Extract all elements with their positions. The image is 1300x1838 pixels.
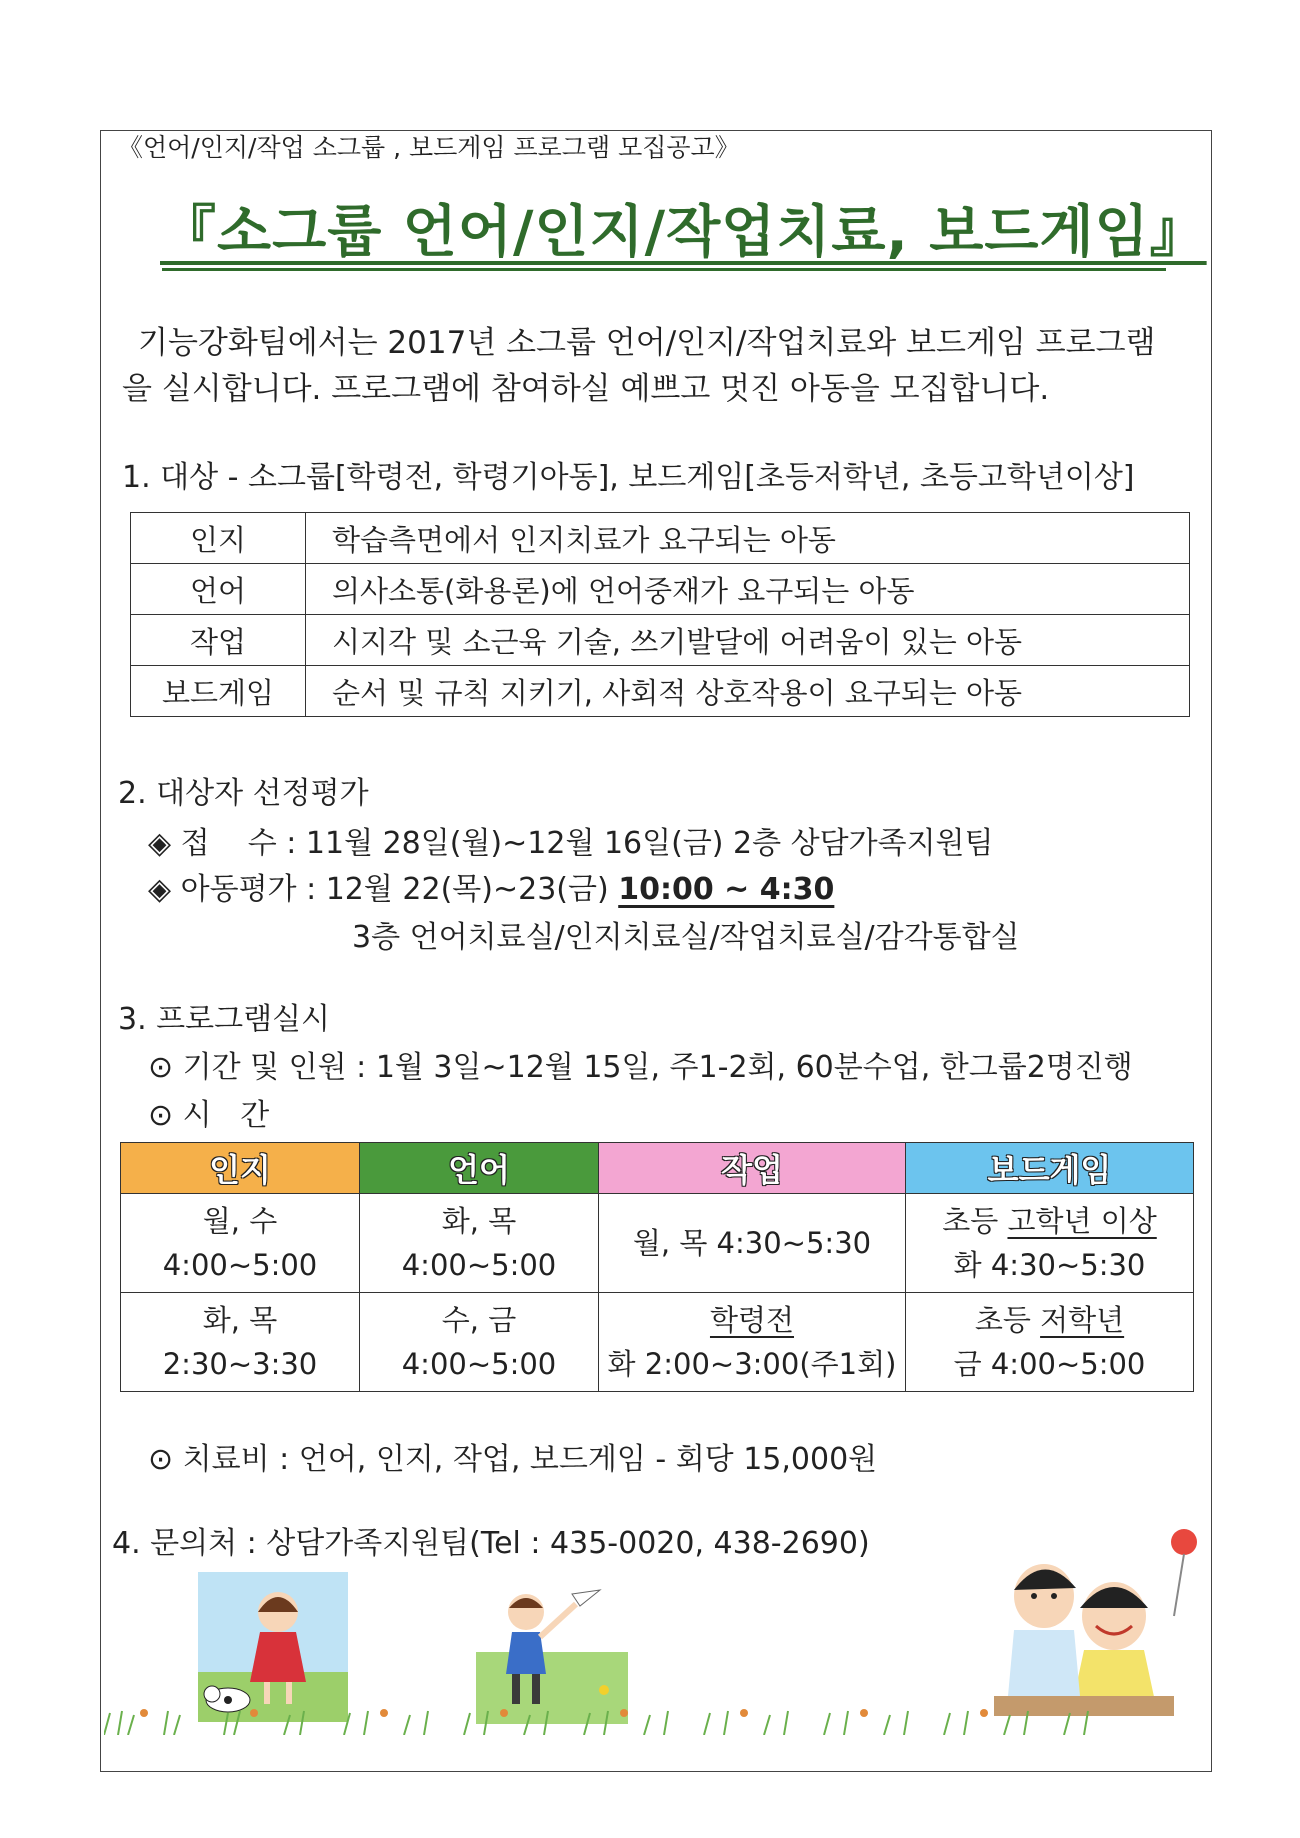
evaluation-line: [148, 864, 834, 908]
evaluation-date: 12월 22(목)~23(금): [325, 872, 609, 907]
target-desc: 순서 및 규칙 지키기, 사회적 상호작용이 요구되는 아동: [306, 666, 1190, 717]
cell-time: 2:30~3:30: [162, 1347, 318, 1381]
grade-level: 고학년 이상: [1007, 1204, 1157, 1238]
schedule-cell: [121, 1194, 360, 1293]
evaluation-place: 3층 언어치료실/인지치료실/작업치료실/감각통합실: [352, 920, 1020, 955]
intro-line-2: 을 실시합니다. 프로그램에 참여하실 예쁘고 멋진 아동을 모집합니다.: [122, 371, 1050, 407]
cell-time: 금 4:00~5:00: [953, 1347, 1146, 1381]
title-double-underline: [162, 268, 1166, 271]
notice-header: 《언어/인지/작업 소그룹 , 보드게임 프로그램 모집공고》: [118, 133, 740, 162]
intro-line-1: 기능강화팀에서는 2017년 소그룹 언어/인지/작업치료와 보드게임 프로그램: [138, 325, 1156, 361]
header-language: 언어: [360, 1143, 599, 1194]
schedule-cell: [360, 1293, 599, 1392]
target-desc: 시지각 및 소근육 기술, 쓰기발달에 어려움이 있는 아동: [306, 615, 1190, 666]
target-table: [130, 512, 1190, 717]
schedule-cell: [906, 1194, 1194, 1293]
time-label: ⊙ 시 간: [148, 1098, 270, 1133]
two-kids-illustration: [984, 1526, 1210, 1726]
cell-time: 4:00~5:00: [401, 1248, 557, 1282]
target-key: 보드게임: [131, 666, 306, 717]
table-row: [121, 1293, 1194, 1392]
page-title: 『소그룹 언어/인지/작업치료, 보드게임』: [160, 200, 1207, 265]
target-desc: 의사소통(화용론)에 언어중재가 요구되는 아동: [306, 564, 1190, 615]
contact-line: 4. 문의처 : 상담가족지원팀(Tel : 435-0020, 438-2690): [112, 1526, 870, 1561]
section3-heading: 3. 프로그램실시: [118, 1002, 331, 1037]
cell-days: 월, 수: [202, 1204, 278, 1238]
header-occupational: 작업: [599, 1143, 906, 1194]
cell-time: 4:00~5:00: [401, 1347, 557, 1381]
target-key: 작업: [131, 615, 306, 666]
schedule-header-row: [121, 1143, 1194, 1194]
evaluation-label: ◈ 아동평가 :: [148, 872, 317, 907]
cell-days: 수, 금: [441, 1303, 517, 1337]
schedule-cell: [121, 1293, 360, 1392]
cell-time: 화 4:30~5:30: [953, 1248, 1146, 1282]
reception-value: 11월 28일(월)~12월 16일(금) 2층 상담가족지원팀: [305, 826, 994, 861]
cell-days: 화, 목: [202, 1303, 278, 1337]
header-boardgame: 보드게임: [906, 1143, 1194, 1194]
section2-heading: 2. 대상자 선정평가: [118, 776, 369, 811]
table-row: [121, 1194, 1194, 1293]
table-row: [131, 513, 1190, 564]
cell-time: 4:00~5:00: [162, 1248, 318, 1282]
cell-time: 화 2:00~3:00(주1회): [607, 1347, 897, 1381]
reception-line: [148, 818, 994, 862]
evaluation-time: 10:00 ~ 4:30: [618, 872, 835, 907]
schedule-table: [120, 1142, 1194, 1392]
grade-prefix: 초등: [942, 1204, 1008, 1238]
cell-days: 화, 목: [441, 1204, 517, 1238]
cell-grade: 학령전: [709, 1303, 795, 1337]
target-key: 언어: [131, 564, 306, 615]
period-line: ⊙ 기간 및 인원 : 1월 3일~12월 15일, 주1-2회, 60분수업, 한그룹2명진행: [148, 1050, 1133, 1085]
target-desc: 학습측면에서 인지치료가 요구되는 아동: [306, 513, 1190, 564]
reception-label: ◈ 접 수 :: [148, 826, 297, 861]
grass-border-decoration: [104, 1705, 1104, 1735]
fee-line: ⊙ 치료비 : 언어, 인지, 작업, 보드게임 - 회당 15,000원: [148, 1442, 878, 1477]
grade-prefix: 초등: [974, 1303, 1041, 1337]
cell-grade: [906, 1298, 1193, 1342]
table-row: [131, 666, 1190, 717]
intro-paragraph: [122, 320, 1212, 412]
header-cognition: 인지: [121, 1143, 360, 1194]
schedule-cell: [906, 1293, 1194, 1392]
target-key: 인지: [131, 513, 306, 564]
schedule-cell: [360, 1194, 599, 1293]
cell-days-time: 월, 목 4:30~5:30: [632, 1226, 872, 1260]
table-row: [131, 564, 1190, 615]
table-row: [131, 615, 1190, 666]
schedule-cell: [599, 1194, 906, 1293]
cell-grade: [906, 1199, 1193, 1243]
grade-level: 저학년: [1040, 1303, 1125, 1337]
section1-heading: 1. 대상 - 소그룹[학령전, 학령기아동], 보드게임[초등저학년, 초등고학년이상]: [122, 460, 1135, 495]
schedule-cell: [599, 1293, 906, 1392]
